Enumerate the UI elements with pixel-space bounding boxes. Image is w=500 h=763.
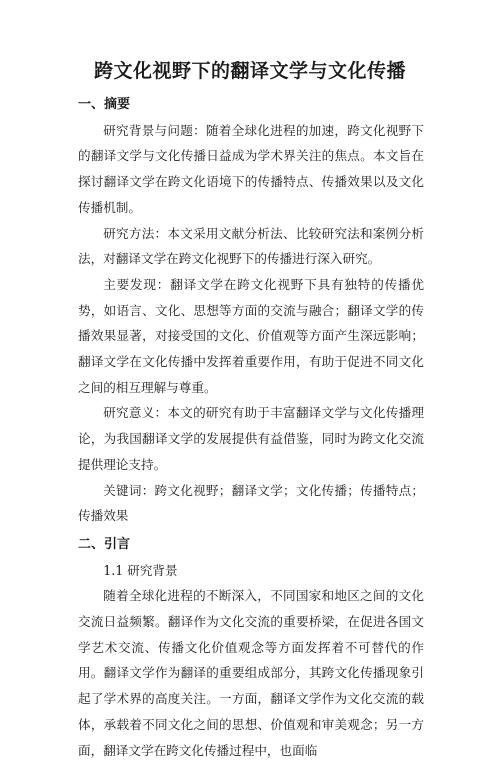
abstract-method-paragraph: 研究方法：本文采用文献分析法、比较研究法和案例分析法，对翻译文学在跨文化视野下的传播进行深入研究。 [78, 225, 424, 267]
abstract-findings-paragraph: 主要发现：翻译文学在跨文化视野下具有独特的传播优势，如语言、文化、思想等方面的交流与融合；翻译文学的传播效果显著，对接受国的文化、价值观等方面产生深远影响；翻译文学在文化传播中发挥着重要作用，有助于促进不同文化之间的相互理解与尊重。 [78, 276, 424, 395]
abstract-background-paragraph: 研究背景与问题：随着全球化进程的加速，跨文化视野下的翻译文学与文化传播日益成为学术界关注的焦点。本文旨在探讨翻译文学在跨文化语境下的传播特点、传播效果以及文化传播机制。 [78, 122, 424, 215]
research-background-paragraph: 随着全球化进程的不断深入，不同国家和地区之间的文化交流日益频繁。翻译作为文化交流的重要桥梁，在促进各国文学艺术交流、传播文化价值观念等方面发挥着不可替代的作用。翻译文学作为翻译的重要组成部分，其跨文化传播现象引起了学术界的高度关注。一方面，翻译文学作为文化交流的载体，承载着不同文化之间的思想、价值观和审美观念；另一方面，翻译文学在跨文化传播过程中，也面临 [78, 588, 424, 758]
document-title: 跨文化视野下的翻译文学与文化传播 [93, 60, 406, 82]
keywords-paragraph: 关键词：跨文化视野；翻译文学；文化传播；传播特点；传播效果 [78, 482, 424, 524]
subsection-heading-research-background: 1.1 研究背景 [103, 562, 178, 578]
document-body [78, 92, 424, 763]
abstract-significance-paragraph: 研究意义：本文的研究有助于丰富翻译文学与文化传播理论，为我国翻译文学的发展提供有益借鉴，同时为跨文化交流提供理论支持。 [78, 405, 424, 472]
section-heading-introduction: 二、引言 [78, 536, 131, 552]
section-heading-abstract: 一、摘要 [78, 97, 131, 112]
